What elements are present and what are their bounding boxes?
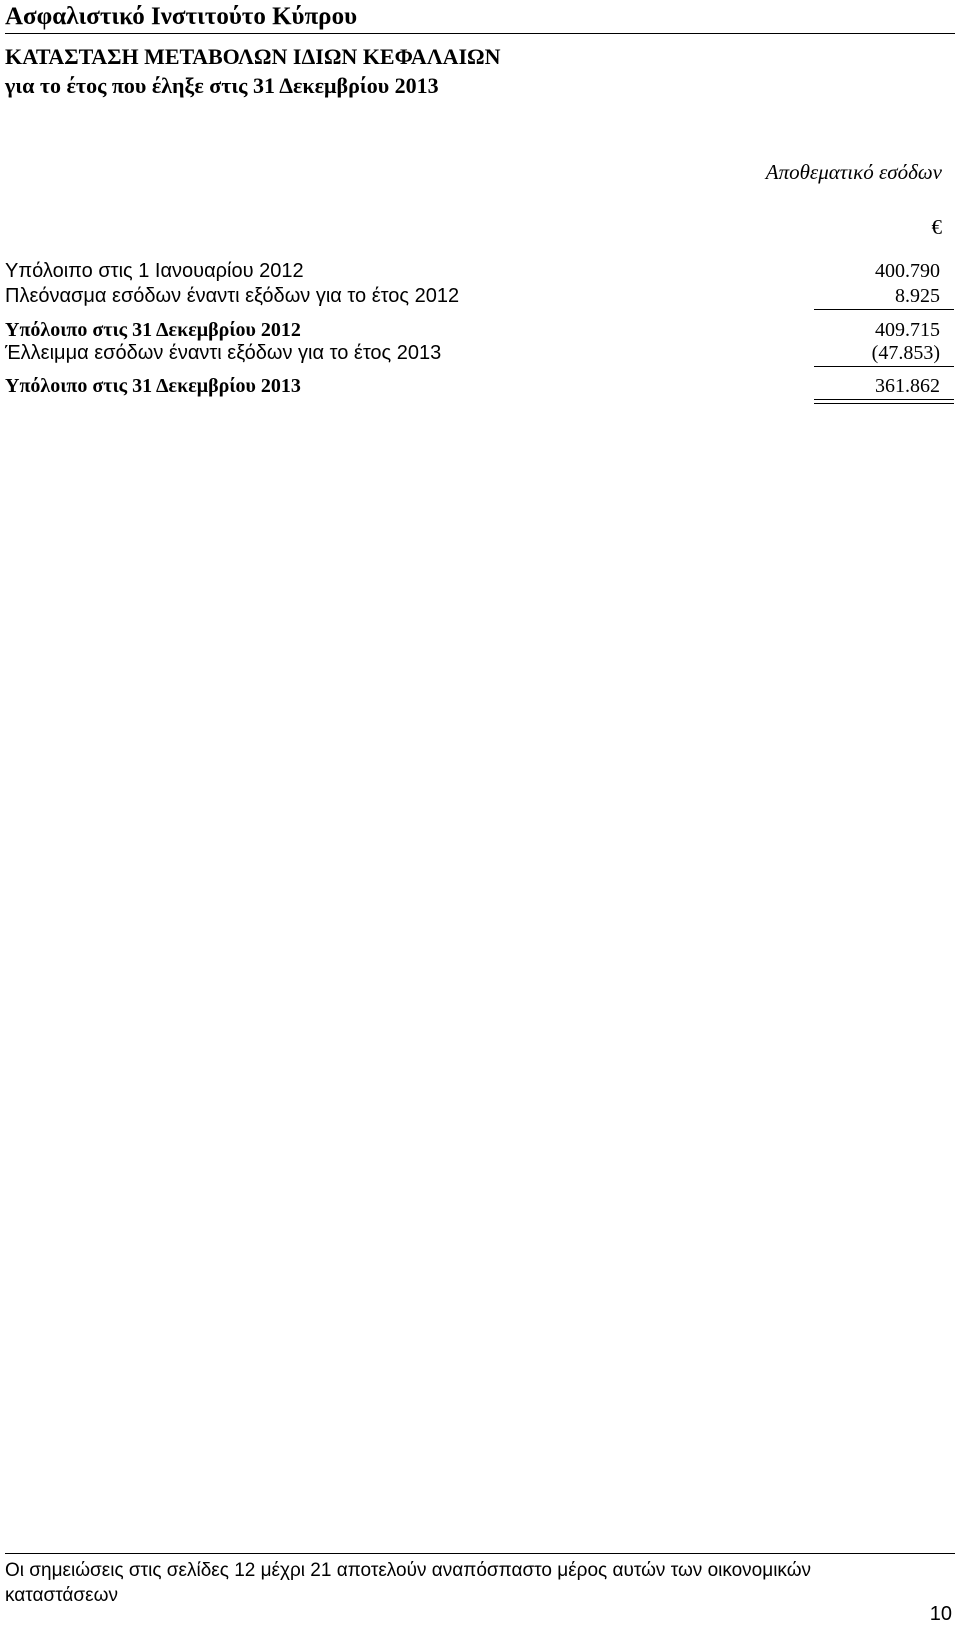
total-double-rule xyxy=(814,399,954,404)
table-row xyxy=(5,373,955,399)
table-row xyxy=(5,258,955,284)
organization-name: Ασφαλιστικό Ινστιτούτο Κύπρου xyxy=(5,2,955,34)
column-heading: Αποθεματικό εσόδων xyxy=(765,160,942,184)
row-value: 409.715 xyxy=(875,319,940,341)
footer-divider xyxy=(5,1553,955,1554)
row-label: Έλλειμμα εσόδων έναντι εξόδων για το έτος 2013 xyxy=(5,342,442,364)
table-row xyxy=(5,283,955,309)
row-value: 8.925 xyxy=(895,285,940,307)
row-value: (47.853) xyxy=(871,342,940,364)
page-number: 10 xyxy=(929,1603,952,1625)
statement-title: ΚΑΤΑΣΤΑΣΗ ΜΕΤΑΒΟΛΩΝ ΙΔΙΩΝ ΚΕΦΑΛΑΙΩΝ xyxy=(5,44,501,69)
row-label: Υπόλοιπο στις 31 Δεκεμβρίου 2013 xyxy=(5,375,301,397)
row-label: Υπόλοιπο στις 1 Ιανουαρίου 2012 xyxy=(5,260,304,282)
column-currency: € xyxy=(931,215,942,239)
subtotal-rule xyxy=(814,366,954,367)
table-row xyxy=(5,340,955,366)
row-value: 361.862 xyxy=(875,375,940,397)
row-value: 400.790 xyxy=(875,260,940,282)
footer-note: Οι σημειώσεις στις σελίδες 12 μέχρι 21 αποτελούν αναπόσπαστο μέρος αυτών των οικονομικών καταστάσεων xyxy=(5,1560,812,1606)
row-label: Πλεόνασμα εσόδων έναντι εξόδων για το έτος 2012 xyxy=(5,285,460,307)
statement-period: για το έτος που έληξε στις 31 Δεκεμβρίου 2013 xyxy=(5,73,439,98)
row-label: Υπόλοιπο στις 31 Δεκεμβρίου 2012 xyxy=(5,319,301,341)
subtotal-rule xyxy=(814,309,954,310)
